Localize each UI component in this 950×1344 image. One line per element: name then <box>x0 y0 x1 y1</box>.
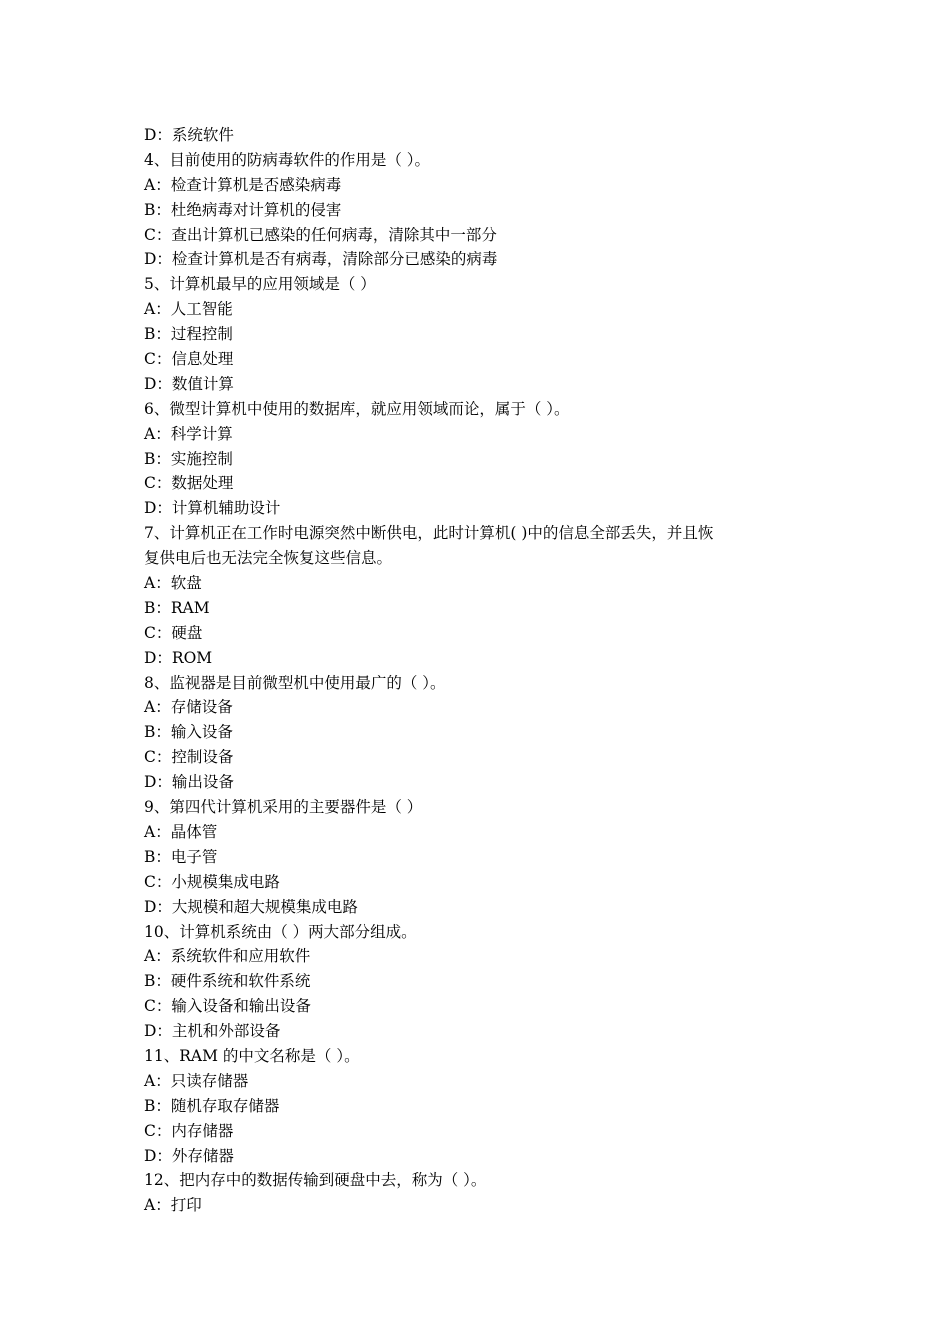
option-b-q9: B：电子管 <box>144 847 218 866</box>
option-a-q11: A：只读存储器 <box>144 1071 249 1090</box>
question-9: 9、第四代计算机采用的主要器件是（ ） <box>144 798 423 817</box>
question-10: 10、计算机系统由（ ）两大部分组成。 <box>144 922 417 941</box>
option-b-q6: B：实施控制 <box>144 449 233 468</box>
question-12: 12、把内存中的数据传输到硬盘中去，称为（ ）。 <box>144 1171 487 1190</box>
option-b-q5: B：过程控制 <box>144 325 233 344</box>
question-6: 6、微型计算机中使用的数据库，就应用领域而论，属于（ ）。 <box>144 399 570 418</box>
option-a-q12: A：打印 <box>144 1196 202 1215</box>
option-b-q8: B：输入设备 <box>144 723 233 742</box>
option-d-q7: D：ROM <box>144 648 213 667</box>
option-d-q5: D：数值计算 <box>144 374 234 393</box>
document-page <box>144 123 764 1218</box>
question-8: 8、监视器是目前微型机中使用最广的（ ）。 <box>144 673 446 692</box>
option-c-q11: C：内存储器 <box>144 1121 234 1140</box>
option-d-q6: D：计算机辅助设计 <box>144 499 281 518</box>
option-c-q7: C：硬盘 <box>144 623 203 642</box>
option-b-q7: B：RAM <box>144 598 210 617</box>
option-b-q10: B：硬件系统和软件系统 <box>144 972 311 991</box>
option-a-q9: A：晶体管 <box>144 822 218 841</box>
option-c-q10: C：输入设备和输出设备 <box>144 997 311 1016</box>
option-b-q11: B：随机存取存储器 <box>144 1096 280 1115</box>
question-5: 5、计算机最早的应用领域是（ ） <box>144 275 376 294</box>
option-a-q4: A：检查计算机是否感染病毒 <box>144 175 342 194</box>
option-a-q7: A：软盘 <box>144 574 202 593</box>
question-11: 11、RAM 的中文名称是（ ）。 <box>144 1046 360 1065</box>
option-a-q10: A：系统软件和应用软件 <box>144 947 311 966</box>
option-c-q6: C：数据处理 <box>144 474 234 493</box>
question-7-line-2: 复供电后也无法完全恢复这些信息。 <box>144 549 393 568</box>
option-c-q5: C：信息处理 <box>144 350 234 369</box>
option-d-q4: D：检查计算机是否有病毒，清除部分已感染的病毒 <box>144 250 498 269</box>
option-b-q4: B：杜绝病毒对计算机的侵害 <box>144 200 342 219</box>
question-7-line-1: 7、计算机正在工作时电源突然中断供电，此时计算机( )中的信息全部丢失，并且恢 <box>144 524 714 543</box>
option-d-q11: D：外存储器 <box>144 1146 234 1165</box>
option-a-q6: A：科学计算 <box>144 424 233 443</box>
option-c-q4: C：查出计算机已感染的任何病毒，清除其中一部分 <box>144 225 497 244</box>
option-a-q8: A：存储设备 <box>144 698 233 717</box>
option-d-q3: D：系统软件 <box>144 126 234 144</box>
option-d-q9: D：大规模和超大规模集成电路 <box>144 897 358 916</box>
option-d-q8: D：输出设备 <box>144 773 234 792</box>
option-a-q5: A：人工智能 <box>144 300 233 319</box>
option-c-q8: C：控制设备 <box>144 748 234 767</box>
question-4: 4、目前使用的防病毒软件的作用是（ ）。 <box>144 150 431 169</box>
option-d-q10: D：主机和外部设备 <box>144 1022 281 1041</box>
option-c-q9: C：小规模集成电路 <box>144 872 280 891</box>
